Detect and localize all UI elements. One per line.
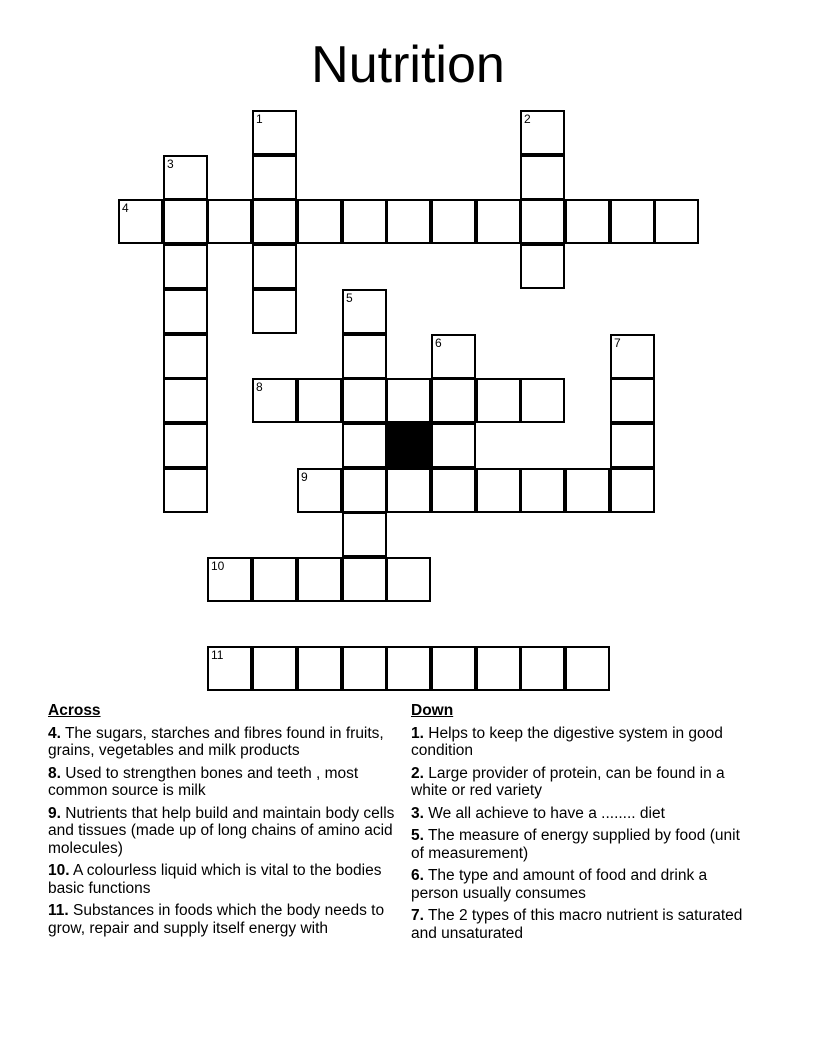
grid-cell[interactable]: [342, 334, 387, 379]
grid-cell[interactable]: [431, 468, 476, 513]
clue-num: 8.: [48, 764, 61, 782]
down-clue-list: [411, 725, 751, 943]
grid-cell[interactable]: [610, 423, 655, 468]
grid-cell[interactable]: [207, 199, 252, 244]
down-clue: [411, 725, 751, 760]
grid-cell[interactable]: [297, 646, 342, 691]
grid-cell[interactable]: [431, 334, 476, 379]
grid-cell[interactable]: [342, 199, 387, 244]
clue-num: 1.: [411, 724, 424, 742]
clue-text: The type and amount of food and drink a person usually consumes: [411, 867, 708, 902]
grid-cell[interactable]: [252, 378, 297, 423]
grid-cell[interactable]: [610, 378, 655, 423]
grid-cell[interactable]: [118, 199, 163, 244]
grid-cell[interactable]: [520, 244, 565, 289]
grid-cell[interactable]: [520, 378, 565, 423]
grid-cell[interactable]: [252, 155, 297, 200]
down-clue: [411, 827, 751, 862]
grid-cell[interactable]: [520, 110, 565, 155]
clue-number: 9: [301, 470, 308, 484]
grid-cell[interactable]: [297, 378, 342, 423]
grid-cell[interactable]: [610, 334, 655, 379]
grid-cell[interactable]: [342, 646, 387, 691]
clue-text: Large provider of protein, can be found in a white or red variety: [411, 764, 725, 799]
grid-cell[interactable]: [386, 646, 431, 691]
grid-cell[interactable]: [431, 423, 476, 468]
across-clues: [48, 702, 408, 942]
grid-cell[interactable]: [565, 646, 610, 691]
clue-text: We all achieve to have a ........ diet: [428, 804, 665, 822]
clue-text: Nutrients that help build and maintain body cells and tissues (made up of long chains of amino acid molecules): [48, 804, 395, 857]
down-clue: [411, 907, 751, 942]
grid-cell[interactable]: [476, 468, 521, 513]
grid-cell[interactable]: [431, 378, 476, 423]
clue-text: Helps to keep the digestive system in good condition: [411, 724, 723, 759]
grid-cell[interactable]: [163, 378, 208, 423]
across-clue: [48, 902, 408, 937]
grid-cell[interactable]: [386, 557, 431, 602]
clue-num: 9.: [48, 804, 61, 822]
grid-cell[interactable]: [342, 378, 387, 423]
clue-number: 1: [256, 112, 263, 126]
clue-number: 6: [435, 336, 442, 350]
grid-cell[interactable]: [163, 289, 208, 334]
across-heading: Across: [48, 702, 101, 719]
clue-text: The sugars, starches and fibres found in fruits, grains, vegetables and milk products: [48, 724, 384, 759]
across-clue: [48, 805, 408, 858]
clue-num: 10.: [48, 862, 70, 879]
clue-number: 3: [167, 157, 174, 171]
grid-cell[interactable]: [297, 468, 342, 513]
down-clue: [411, 867, 751, 902]
grid-cell[interactable]: [610, 468, 655, 513]
clue-num: 4.: [48, 724, 61, 742]
across-clue: [48, 725, 408, 760]
grid-cell[interactable]: [386, 468, 431, 513]
clue-text: Used to strengthen bones and teeth , most common source is milk: [48, 764, 359, 799]
grid-cell[interactable]: [342, 557, 387, 602]
grid-cell[interactable]: [520, 646, 565, 691]
clue-num: 5.: [411, 827, 424, 844]
clue-number: 4: [122, 201, 129, 215]
grid-cell[interactable]: [476, 646, 521, 691]
grid-cell[interactable]: [431, 199, 476, 244]
clue-number: 10: [211, 559, 225, 573]
grid-cell[interactable]: [342, 289, 387, 334]
down-heading: Down: [411, 702, 454, 719]
grid-cell[interactable]: [252, 244, 297, 289]
grid-cell[interactable]: [252, 110, 297, 155]
grid-cell[interactable]: [163, 155, 208, 200]
grid-cell[interactable]: [342, 468, 387, 513]
clue-num: 6.: [411, 867, 424, 884]
grid-cell[interactable]: [610, 199, 655, 244]
clue-num: 2.: [411, 764, 424, 782]
clue-number: 8: [256, 380, 263, 394]
grid-cell[interactable]: [386, 378, 431, 423]
grid-cell[interactable]: [654, 199, 699, 244]
grid-cell[interactable]: [297, 557, 342, 602]
grid-cell[interactable]: [252, 646, 297, 691]
puzzle-title: Nutrition: [311, 36, 505, 94]
grid-cell[interactable]: [207, 557, 252, 602]
grid-cell[interactable]: [163, 244, 208, 289]
grid-cell[interactable]: [476, 378, 521, 423]
across-clue-list: [48, 725, 408, 938]
grid-cell[interactable]: [163, 423, 208, 468]
clue-text: Substances in foods which the body needs to grow, repair and supply itself energy with: [48, 902, 385, 937]
down-clues: [411, 702, 751, 947]
grid-cell[interactable]: [520, 199, 565, 244]
clue-number: 7: [614, 336, 621, 350]
down-clue: [411, 765, 751, 800]
clue-number: 2: [524, 112, 531, 126]
grid-cell[interactable]: [565, 199, 610, 244]
down-clue: [411, 805, 751, 823]
across-clue: [48, 862, 408, 897]
clue-num: 7.: [411, 907, 424, 924]
grid-block-cell: [386, 423, 431, 468]
clue-text: The measure of energy supplied by food (unit of measurement): [411, 827, 740, 862]
clue-text: The 2 types of this macro nutrient is saturated and unsaturated: [411, 907, 743, 942]
grid-cell[interactable]: [342, 512, 387, 557]
grid-cell[interactable]: [252, 199, 297, 244]
clue-num: 3.: [411, 804, 424, 822]
grid-cell[interactable]: [163, 334, 208, 379]
grid-cell[interactable]: [565, 468, 610, 513]
grid-cell[interactable]: [163, 199, 208, 244]
grid-cell[interactable]: [431, 646, 476, 691]
grid-cell[interactable]: [207, 646, 252, 691]
grid-cell[interactable]: [252, 289, 297, 334]
grid-cell[interactable]: [386, 199, 431, 244]
clue-num: 11.: [48, 902, 69, 919]
grid-cell[interactable]: [520, 155, 565, 200]
grid-cell[interactable]: [297, 199, 342, 244]
clue-number: 11: [211, 648, 224, 662]
clue-number: 5: [346, 291, 353, 305]
grid-cell[interactable]: [342, 423, 387, 468]
across-clue: [48, 765, 408, 800]
grid-cell[interactable]: [476, 199, 521, 244]
grid-cell[interactable]: [252, 557, 297, 602]
clue-text: A colourless liquid which is vital to the bodies basic functions: [48, 862, 382, 897]
grid-cell[interactable]: [163, 468, 208, 513]
grid-cell[interactable]: [520, 468, 565, 513]
